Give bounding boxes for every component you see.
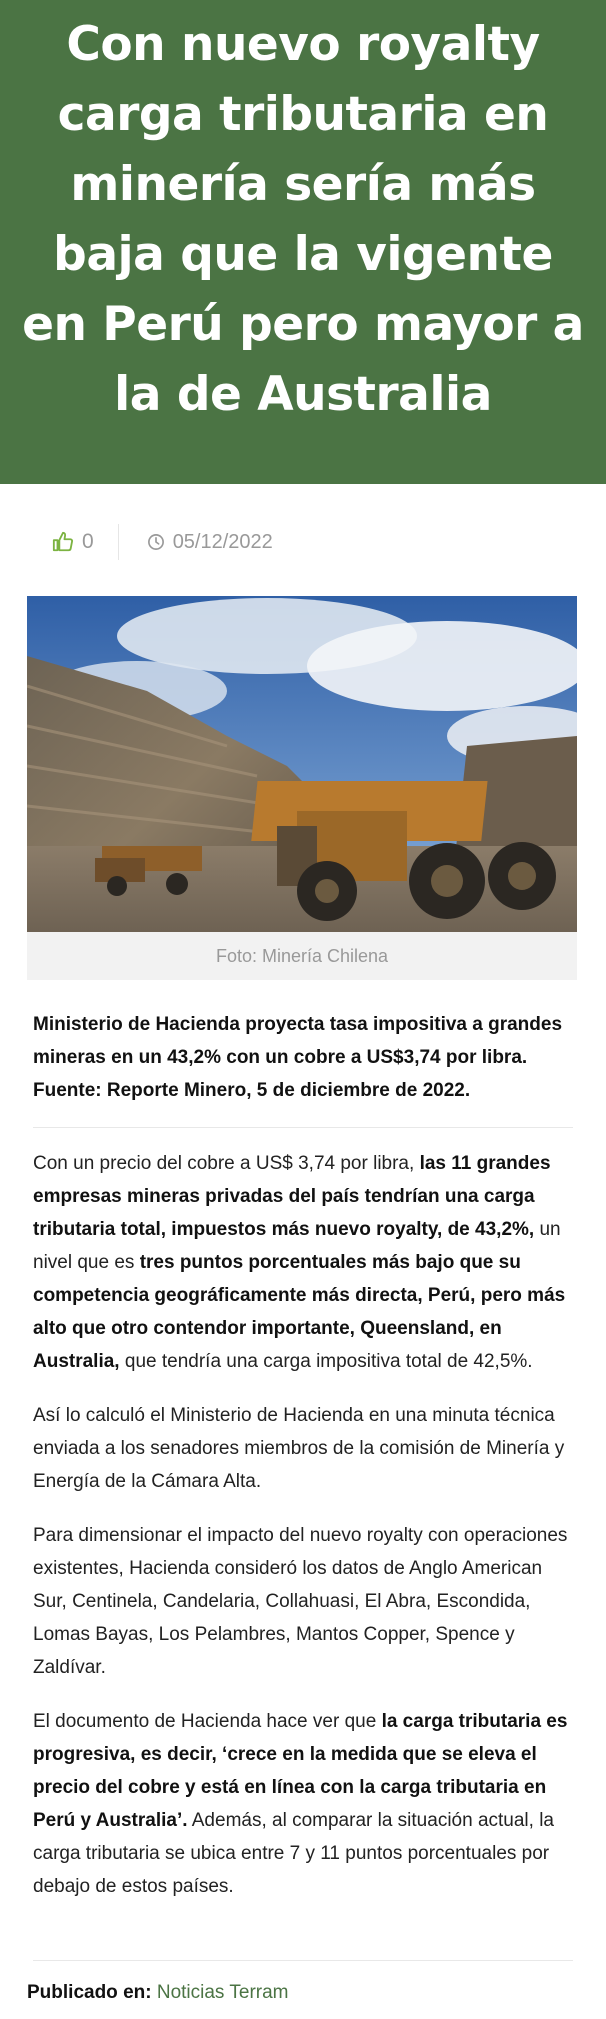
article-body [33, 1147, 573, 1924]
bold-text: la carga tributaria es progresiva, es decir, ‘crece en la medida que se eleva el precio del cobre y está en línea con la carga tributaria en Perú y Australia’. [33, 1711, 568, 1831]
text: que tendría una carga impositiva total de 42,5%. [119, 1351, 533, 1372]
article-photo [27, 596, 577, 932]
date-text: 05/12/2022 [172, 530, 273, 553]
publish-date [119, 531, 273, 554]
bold-text: las 11 grandes empresas mineras privadas del país tendrían una carga tributaria total, impuestos más nuevo royalty, de 43,2%, [33, 1153, 551, 1240]
hero-banner [0, 0, 606, 484]
clock-icon [147, 533, 165, 551]
published-in [27, 1982, 289, 2004]
divider [33, 1960, 573, 1961]
article-title: Con nuevo royalty carga tributaria en minería sería más baja que la vigente en Perú pero mayor a la de Australia [22, 17, 584, 422]
paragraph [33, 1705, 573, 1903]
photo-caption: Foto: Minería Chilena [27, 932, 577, 980]
like-count: 0 [82, 530, 94, 553]
like-button[interactable] [52, 524, 119, 560]
article-meta [0, 512, 606, 572]
text: Con un precio del cobre a US$ 3,74 por libra, [33, 1153, 420, 1174]
published-source-link[interactable]: Noticias Terram [156, 1982, 289, 2003]
thumbs-up-icon [52, 531, 74, 553]
text: un nivel que es [33, 1219, 561, 1273]
article-lead: Ministerio de Hacienda proyecta tasa impositiva a grandes mineras en un 43,2% con un cobre a US$3,74 por libra. Fuente: Reporte Minero, 5 de diciembre de 2022. [33, 1014, 563, 1101]
text: Además, al comparar la situación actual, la carga tributaria se ubica entre 7 y 11 puntos porcentuales por debajo de estos países. [33, 1810, 554, 1897]
text: El documento de Hacienda hace ver que [33, 1711, 382, 1732]
published-label: Publicado en: [27, 1982, 152, 2003]
divider [33, 1127, 573, 1128]
paragraph: Así lo calculó el Ministerio de Hacienda en una minuta técnica enviada a los senadores miembros de la comisión de Minería y Energía de la Cámara Alta. [33, 1405, 565, 1492]
bold-text: tres puntos porcentuales más bajo que su competencia geográficamente más directa, Perú, pero más alto que otro contendor importante, Queensland, en Australia, [33, 1252, 566, 1372]
paragraph: Para dimensionar el impacto del nuevo royalty con operaciones existentes, Hacienda consideró los datos de Anglo American Sur, Centinela, Candelaria, Collahuasi, El Abra, Escondida, Lomas Bayas, Los Pelambres, Mantos Copper, Spence y Zaldívar. [33, 1525, 568, 1678]
paragraph [33, 1147, 573, 1378]
